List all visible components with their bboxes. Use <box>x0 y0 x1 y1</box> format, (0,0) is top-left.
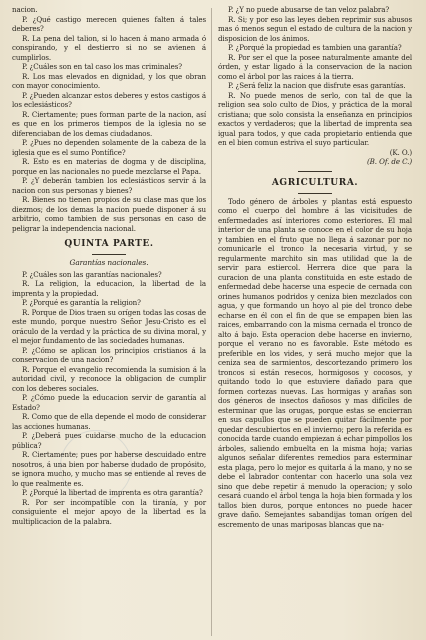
question-text: P. ¿Porqué es garantía la religion? <box>22 298 141 308</box>
right-paragraph <box>218 197 412 530</box>
left-paragraph <box>12 62 206 72</box>
left-paragraph <box>12 72 206 91</box>
answer-text: R. La pena del talion, si lo hacen á mano armada ó conspirando, y el destierro si no se avienen á cumplirlos. <box>12 33 206 62</box>
left-paragraph <box>12 488 206 498</box>
answer-text: R. Ciertamente; pues por haberse descuidado entre nosotros, á una bien por haberse dudado de propósito, se ignora mucho, y mucho mas se entiende al reves de lo que realmente es. <box>12 450 206 488</box>
answer-text: R. Por ser incompatible con la tiranía, y por consiguiente el mejor apoyo de la libertad es la multiplicacion de la palabra. <box>12 497 206 526</box>
answer-text: R. Esto es en materias de dogma y de disciplina, porque en las nacionales no puede mezclarse el Papa. <box>12 157 206 176</box>
left-paragraph <box>12 195 206 233</box>
left-paragraph <box>12 5 206 15</box>
question-text: P. ¿Y deberán tambien los eclesiásticos servir á la nacion con sus personas y bienes? <box>12 176 206 195</box>
right-paragraph <box>218 43 412 53</box>
left-paragraph <box>12 279 206 298</box>
left-paragraph <box>12 176 206 195</box>
source-signature: (B. Of. de C.) <box>367 157 412 166</box>
answer-text: R. Los mas elevados en dignidad, y los que obran con mayor conocimiento. <box>12 71 206 90</box>
left-paragraph <box>12 346 206 365</box>
left-paragraph <box>12 138 206 157</box>
answer-text: R. Como que de ella depende el modo de considerar las acciones humanas. <box>12 412 206 431</box>
right-paragraph <box>218 53 412 82</box>
question-text: P. ¿Cómo puede la educacion servir de garantía al Estado? <box>12 393 206 412</box>
question-text: P. ¿Porqué la libertad de imprenta es otra garantía? <box>22 488 203 498</box>
right-column <box>218 5 412 529</box>
section-heading: AGRICULTURA. <box>271 177 359 188</box>
right-paragraph <box>218 91 412 148</box>
left-paragraph <box>12 412 206 431</box>
section-rule <box>92 254 126 255</box>
answer-text: R. Porque de Dios traen su orígen todas las cosas de este mundo, porque nuestro Señor Jesu-Cristo es el oráculo de la verdad y la práctica de su divina moral, y el mejor fundamento de las sociedades humanas. <box>12 307 206 346</box>
answer-text: (K. O.) <box>389 147 412 157</box>
left-paragraph <box>12 365 206 394</box>
section-heading: QUINTA PARTE. <box>64 239 154 249</box>
question-text: P. ¿Y no puede abusarse de tan veloz palabra? <box>228 5 390 14</box>
left-paragraph <box>12 15 206 34</box>
question-text: P. ¿Será feliz la nacion que disfrute esas garantías. <box>228 81 406 90</box>
section-rule <box>298 171 332 172</box>
question-text: P. ¿Pues no dependen solamente de la cabeza de la iglesia que es el sumo Pontífice? <box>12 138 206 157</box>
left-paragraph <box>12 450 206 488</box>
left-paragraph <box>12 34 206 63</box>
section-rule <box>298 193 332 194</box>
left-paragraph <box>12 270 206 280</box>
question-text: nacion. <box>12 5 38 14</box>
section-subheading: Garantías nacionales. <box>69 258 149 268</box>
left-paragraph <box>12 308 206 346</box>
answer-text: R. No puede menos de serlo, con tal de que la religion sea solo culto de Dios, y práctica de la moral cristiana; que solo consista la enseñanza en principios exactos y verdaderos; que la libertad de imprenta sea igual para todos, y que cada propietario entienda que en el bien comun estriva el suyo particular. <box>218 90 412 147</box>
answer-text: R. Bienes no tienen propios de su clase mas que los diezmos; de los demas la nacion puede disponer á su arbitrio, como tambien de sus personas en caso de peligrar la independencia nacional. <box>12 195 206 233</box>
left-paragraph <box>12 431 206 450</box>
right-paragraph <box>218 5 412 15</box>
right-paragraph <box>218 81 412 91</box>
left-paragraph <box>12 498 206 527</box>
left-column <box>12 5 206 526</box>
column-divider <box>211 8 212 636</box>
question-text: P. ¿Deberá pues cuidarse mucho de la educacion pública? <box>12 431 206 450</box>
question-text: P. ¿Porqué la propiedad es tambien una garantía? <box>228 43 402 52</box>
left-paragraph <box>12 393 206 412</box>
answer-text: R. Porque el evangelio recomienda la sumision á la autoridad civil, y reconoce la obligacion de cumplir con los deberes sociales. <box>12 364 206 393</box>
left-paragraph <box>12 91 206 110</box>
answer-text: R. Por ser el que la posee naturalmente amante del órden, y estar ligado á la conservacion de la nacion como el árbol por las raices á la tierra. <box>218 52 412 81</box>
answer-text: R. Ciertamente; pues forman parte de la nacion, así es que en los primeros tiempos de la iglesia no se diferenciaban de los demas ciudadanos. <box>12 109 206 138</box>
answer-text: Todo género de árboles y plantas está espuesto como el cuerpo del hombre á las vicisitudes de enfermedades así interiores como esteriores. El mal interior de una planta se conoce en el color de su hoja y tambien en el fruto que no llega á sazonar por no comunicarle el tronco la necesaria virtud, y se regularmente marchito sin mas utilidad que la de servir para estiercol. Herrera dice que para la curacion de una planta constituida en este estado de enfermedad debe hacerse una especie de cernada con orines humanos podridos y ceniza bien mezclados con agua, y que formando un hoyo al pie del tronco debe echarse en él con el fin de que se empapen bien las raices, embarrando con la misma cernada el tronco de alto á bajo. Esta operacion debe hacerse en invierno, porque el verano no es favorable. Este método es preferible en los vides, y será mucho mejor que la ceniza sea de sarmientos, descortezando primero los troncos si están resecos, hormigosos y cocosos, y quitando todo lo que estuviere dañado para que formen cortezas nuevas. Las hormigas y arañas son dos géneros de insectos dañosos y mas difíciles de esterminar que las orugas, porque estas se encierran en sus capullos que se pueden quitar fácilmente por quedar descubiertos en el invierno; pero la referida es conocida tarde cuando empiezan á echar pimpollos los árboles, saliendo embuelta en la misma hoja; varias algunos señalar diferentes remedios para esterminar esta plaga, pero lo mejor es quitarla á la mano, y no se debe el labrador contentar con hacerlo una sola vez sino que debe repetir á menudo la operacion; y solo cesará cuando el árbol tenga la hoja bien formada y los tallos bien duros, porque entonces no puede hacer grave daño. Semejantes sabandijas toman orígen del escremento de unas mariposas blancas que na- <box>218 196 412 529</box>
answer-text: R. Si; y por eso las leyes deben reprimir sus abusos mas ó menos segun el estado de cultura de la nacion y disposicion de los ánimos. <box>218 14 412 43</box>
left-paragraph <box>12 298 206 308</box>
right-paragraph <box>218 15 412 44</box>
left-paragraph <box>12 110 206 139</box>
left-paragraph <box>12 157 206 176</box>
question-text: P. ¿Qué castigo merecen quienes falten á tales deberes? <box>12 14 206 33</box>
right-paragraph <box>218 148 412 158</box>
question-text: P. ¿Cuáles son las garantías nacionales? <box>22 269 162 279</box>
question-text: P. ¿Cuáles son en tal caso los mas criminales? <box>22 62 182 71</box>
question-text: P. ¿Cómo se aplican los principios cristianos á la conservacion de una nacion? <box>12 345 206 365</box>
question-text: P. ¿Pueden alcanzar estos deberes y estos castigos á los eclesiásticos? <box>12 90 206 109</box>
answer-text: R. La religion, la educacion, la libertad de la imprenta y la propiedad. <box>12 279 206 298</box>
